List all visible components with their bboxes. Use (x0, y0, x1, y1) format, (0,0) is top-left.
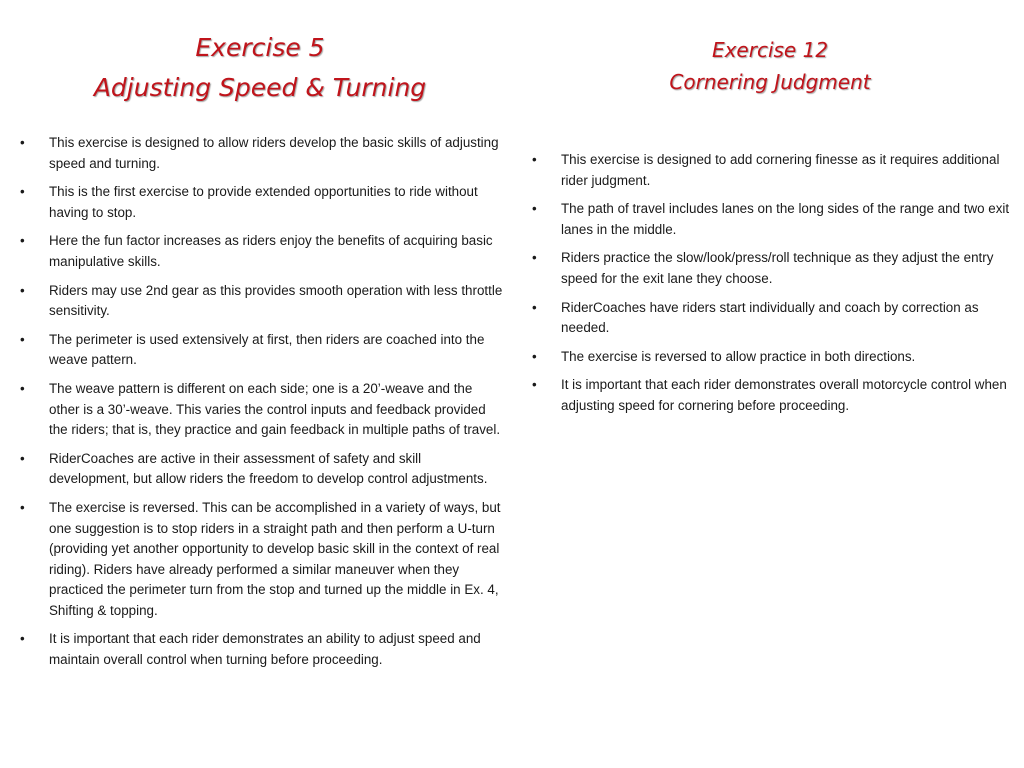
bullet-item: • RiderCoaches are active in their assessment of safety and skill development, but allow riders the freedom to develop control adjustments. (10, 449, 505, 490)
bullet-item: • It is important that each rider demonstrates an ability to adjust speed and maintain overall control when turning before proceeding. (10, 629, 505, 670)
bullet-item: • Here the fun factor increases as riders enjoy the benefits of acquiring basic manipulative skills. (10, 231, 505, 272)
bullet-item: • The perimeter is used extensively at first, then riders are coached into the weave pattern. (10, 330, 505, 371)
bullet-item: • This exercise is designed to allow riders develop the basic skills of adjusting speed and turning. (10, 133, 505, 174)
bullet-item: • RiderCoaches have riders start individually and coach by correction as needed. (522, 298, 1014, 339)
bullet-item: • This exercise is designed to add cornering finesse as it requires additional rider judgment. (522, 150, 1014, 191)
bullet-item: • The exercise is reversed to allow practice in both directions. (522, 347, 1014, 368)
exercise-5-bullet-list (10, 133, 505, 679)
exercise-12-bullet-list (522, 150, 1014, 425)
exercise-12-title-line1: Exercise 12 (711, 38, 829, 62)
exercise-5-title-line2: Adjusting Speed & Turning (93, 73, 427, 102)
exercise-12-title-line2: Cornering Judgment (669, 70, 871, 94)
exercise-5-title (40, 28, 480, 108)
bullet-item: • This is the first exercise to provide extended opportunities to ride without having to stop. (10, 182, 505, 223)
bullet-item: • The exercise is reversed. This can be accomplished in a variety of ways, but one suggestion is to stop riders in a straight path and then perform a U-turn (providing yet another opportunity to develop basic skill in the context of real riding). Riders have already performed a similar maneuver when they practiced the perimeter turn from the stop and turned up the middle in Ex. 4, Shifting & topping. (10, 498, 505, 622)
bullet-item: • The weave pattern is different on each side; one is a 20’-weave and the other is a 30’-weave. This varies the control inputs and feedback provided the riders; that is, they practice and gain feedback in multiple paths of travel. (10, 379, 505, 441)
bullet-item: • It is important that each rider demonstrates overall motorcycle control when adjusting speed for cornering before proceeding. (522, 375, 1014, 416)
exercise-5-title-line1: Exercise 5 (195, 33, 325, 62)
bullet-item: • Riders practice the slow/look/press/roll technique as they adjust the entry speed for the exit lane they choose. (522, 248, 1014, 289)
bullet-item: • The path of travel includes lanes on the long sides of the range and two exit lanes in the middle. (522, 199, 1014, 240)
bullet-item: • Riders may use 2nd gear as this provides smooth operation with less throttle sensitivity. (10, 281, 505, 322)
exercise-12-title (560, 34, 980, 98)
